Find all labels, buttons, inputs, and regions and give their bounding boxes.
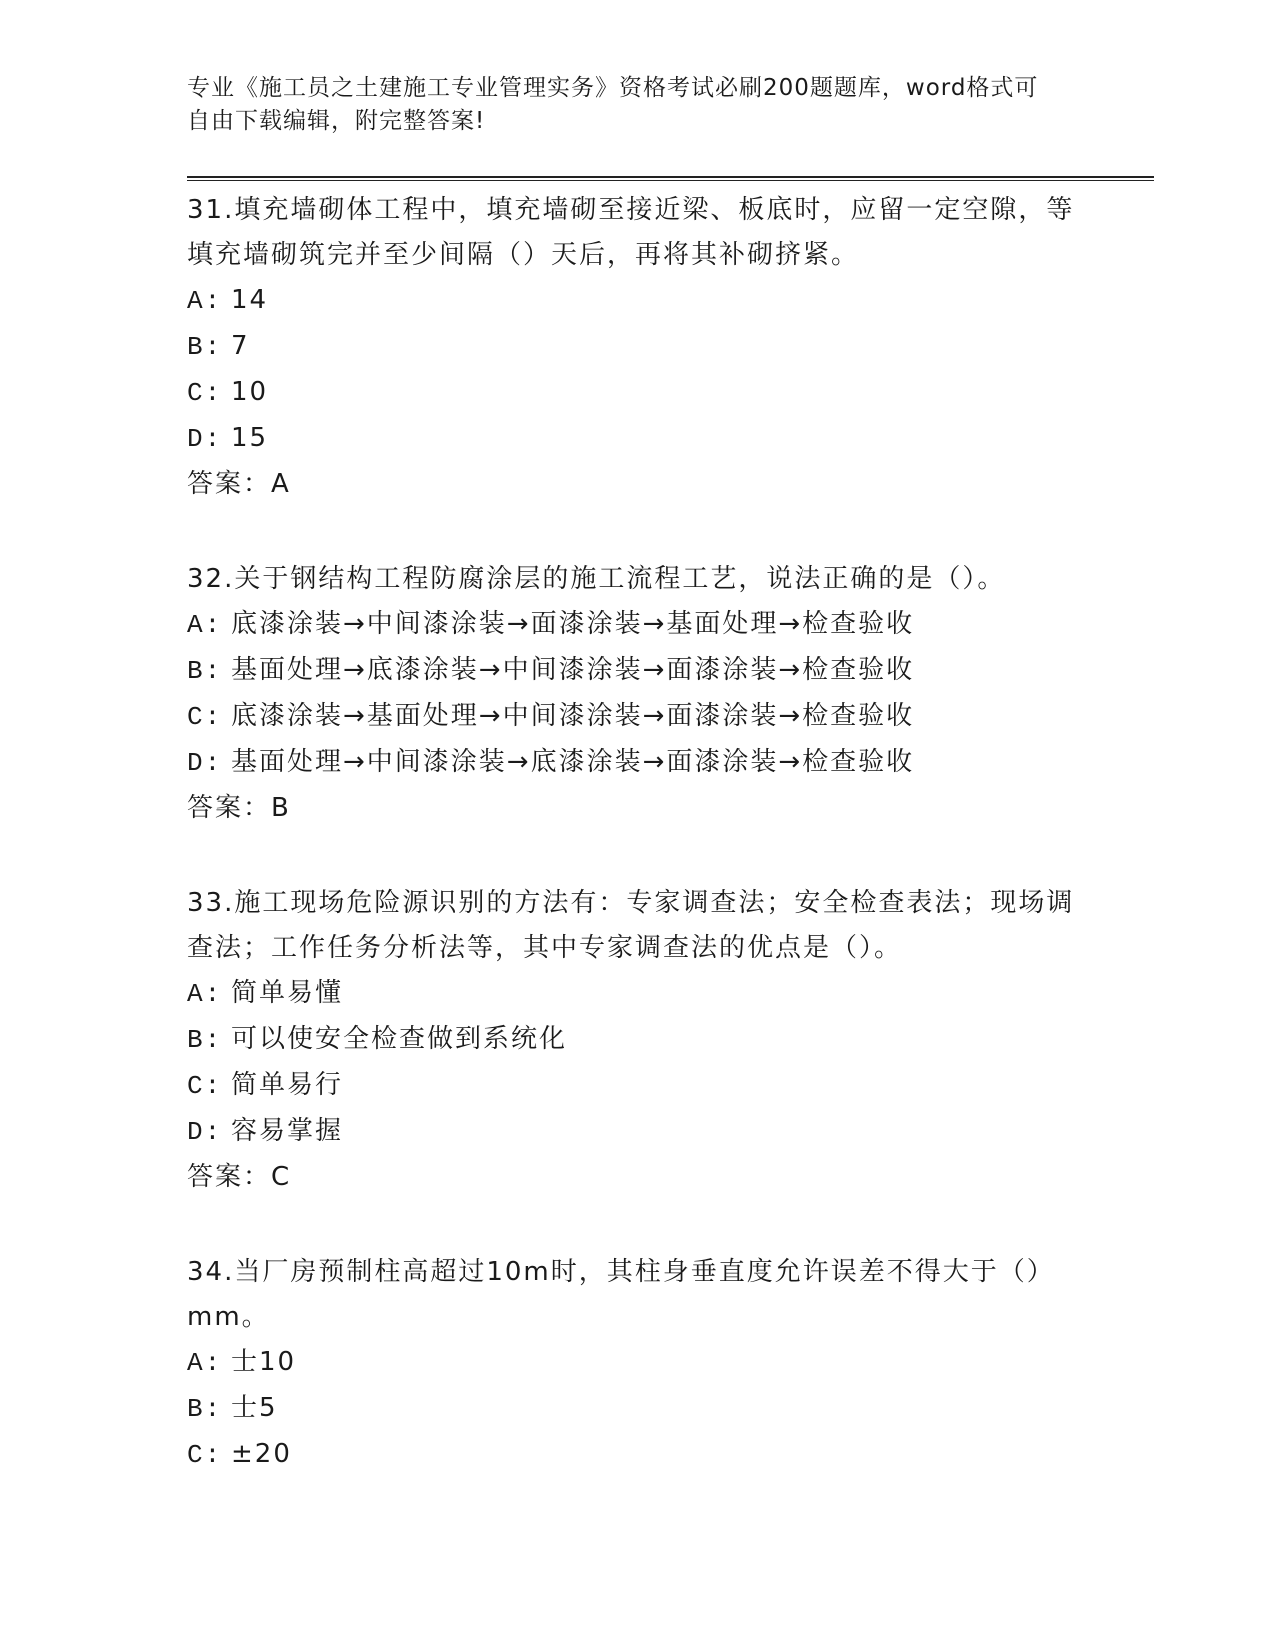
option-text: 底漆涂装→中间漆涂装→面漆涂装→基面处理→检查验收: [231, 609, 915, 639]
question-stem: 33.施工现场危险源识别的方法有：专家调查法；安全检查表法；现场调查法；工作任务分析法等，其中专家调查法的优点是（）。: [187, 888, 1075, 963]
answer-value: C: [271, 1162, 292, 1192]
answer-value: B: [271, 793, 291, 823]
option-key: C:: [187, 702, 223, 732]
header-divider: [187, 176, 1154, 181]
option-key: B:: [187, 1025, 223, 1055]
option-key: B:: [187, 656, 223, 686]
option-a: [187, 1340, 1087, 1386]
option-key: D:: [187, 424, 223, 454]
option-text: 简单易懂: [231, 978, 344, 1008]
option-key: B:: [187, 332, 223, 362]
question-32: [187, 557, 1087, 831]
option-text: 基面处理→底漆涂装→中间漆涂装→面漆涂装→检查验收: [231, 655, 915, 685]
question-list: [187, 188, 1087, 1528]
option-c: [187, 694, 1087, 740]
option-key: C:: [187, 1071, 223, 1101]
option-text: ±20: [231, 1439, 292, 1469]
option-b: [187, 648, 1087, 694]
option-d: [187, 416, 1087, 462]
option-a: [187, 278, 1087, 324]
option-b: [187, 324, 1087, 370]
answer-line: [187, 462, 1087, 507]
question-stem: 31.填充墙砌体工程中，填充墙砌至接近梁、板底时，应留一定空隙，等填充墙砌筑完并至少间隔（）天后，再将其补砌挤紧。: [187, 195, 1075, 270]
option-key: A:: [187, 286, 223, 316]
question-stem: 34.当厂房预制柱高超过10m时，其柱身垂直度允许误差不得大于（）mm。: [187, 1257, 1055, 1332]
question-34: [187, 1250, 1087, 1478]
option-b: [187, 1017, 1087, 1063]
option-text: 14: [231, 285, 269, 315]
option-c: [187, 1432, 1087, 1478]
option-text: 15: [231, 423, 269, 453]
option-text: 底漆涂装→基面处理→中间漆涂装→面漆涂装→检查验收: [231, 701, 915, 731]
option-key: B:: [187, 1394, 223, 1424]
question-33: [187, 881, 1087, 1200]
option-text: 基面处理→中间漆涂装→底漆涂装→面漆涂装→检查验收: [231, 747, 915, 777]
option-text: 简单易行: [231, 1070, 344, 1100]
option-key: D:: [187, 748, 223, 778]
option-text: 可以使安全检查做到系统化: [231, 1024, 568, 1054]
answer-label: 答案：: [187, 1162, 272, 1192]
option-key: A:: [187, 979, 223, 1009]
option-d: [187, 740, 1087, 786]
option-text: 士10: [231, 1347, 297, 1377]
option-key: C:: [187, 1440, 223, 1470]
option-c: [187, 370, 1087, 416]
answer-label: 答案：: [187, 469, 272, 499]
answer-line: [187, 786, 1087, 831]
answer-value: A: [271, 469, 291, 499]
header-line-1: 专业《施工员之土建施工专业管理实务》资格考试必刷200题题库，word格式可: [187, 75, 1039, 101]
option-d: [187, 1109, 1087, 1155]
answer-label: 答案：: [187, 793, 272, 823]
question-stem: 32.关于钢结构工程防腐涂层的施工流程工艺，说法正确的是（）。: [187, 564, 1006, 594]
document-header: [187, 72, 1067, 138]
question-31: [187, 188, 1087, 507]
option-text: 容易掌握: [231, 1116, 344, 1146]
answer-line: [187, 1155, 1087, 1200]
option-c: [187, 1063, 1087, 1109]
header-line-2: 自由下载编辑，附完整答案!: [187, 108, 486, 134]
option-key: A:: [187, 610, 223, 640]
option-a: [187, 602, 1087, 648]
option-a: [187, 971, 1087, 1017]
option-text: 10: [231, 377, 269, 407]
option-text: 7: [231, 331, 250, 361]
option-key: C:: [187, 378, 223, 408]
option-text: 士5: [231, 1393, 278, 1423]
option-key: D:: [187, 1117, 223, 1147]
option-b: [187, 1386, 1087, 1432]
option-key: A:: [187, 1348, 223, 1378]
